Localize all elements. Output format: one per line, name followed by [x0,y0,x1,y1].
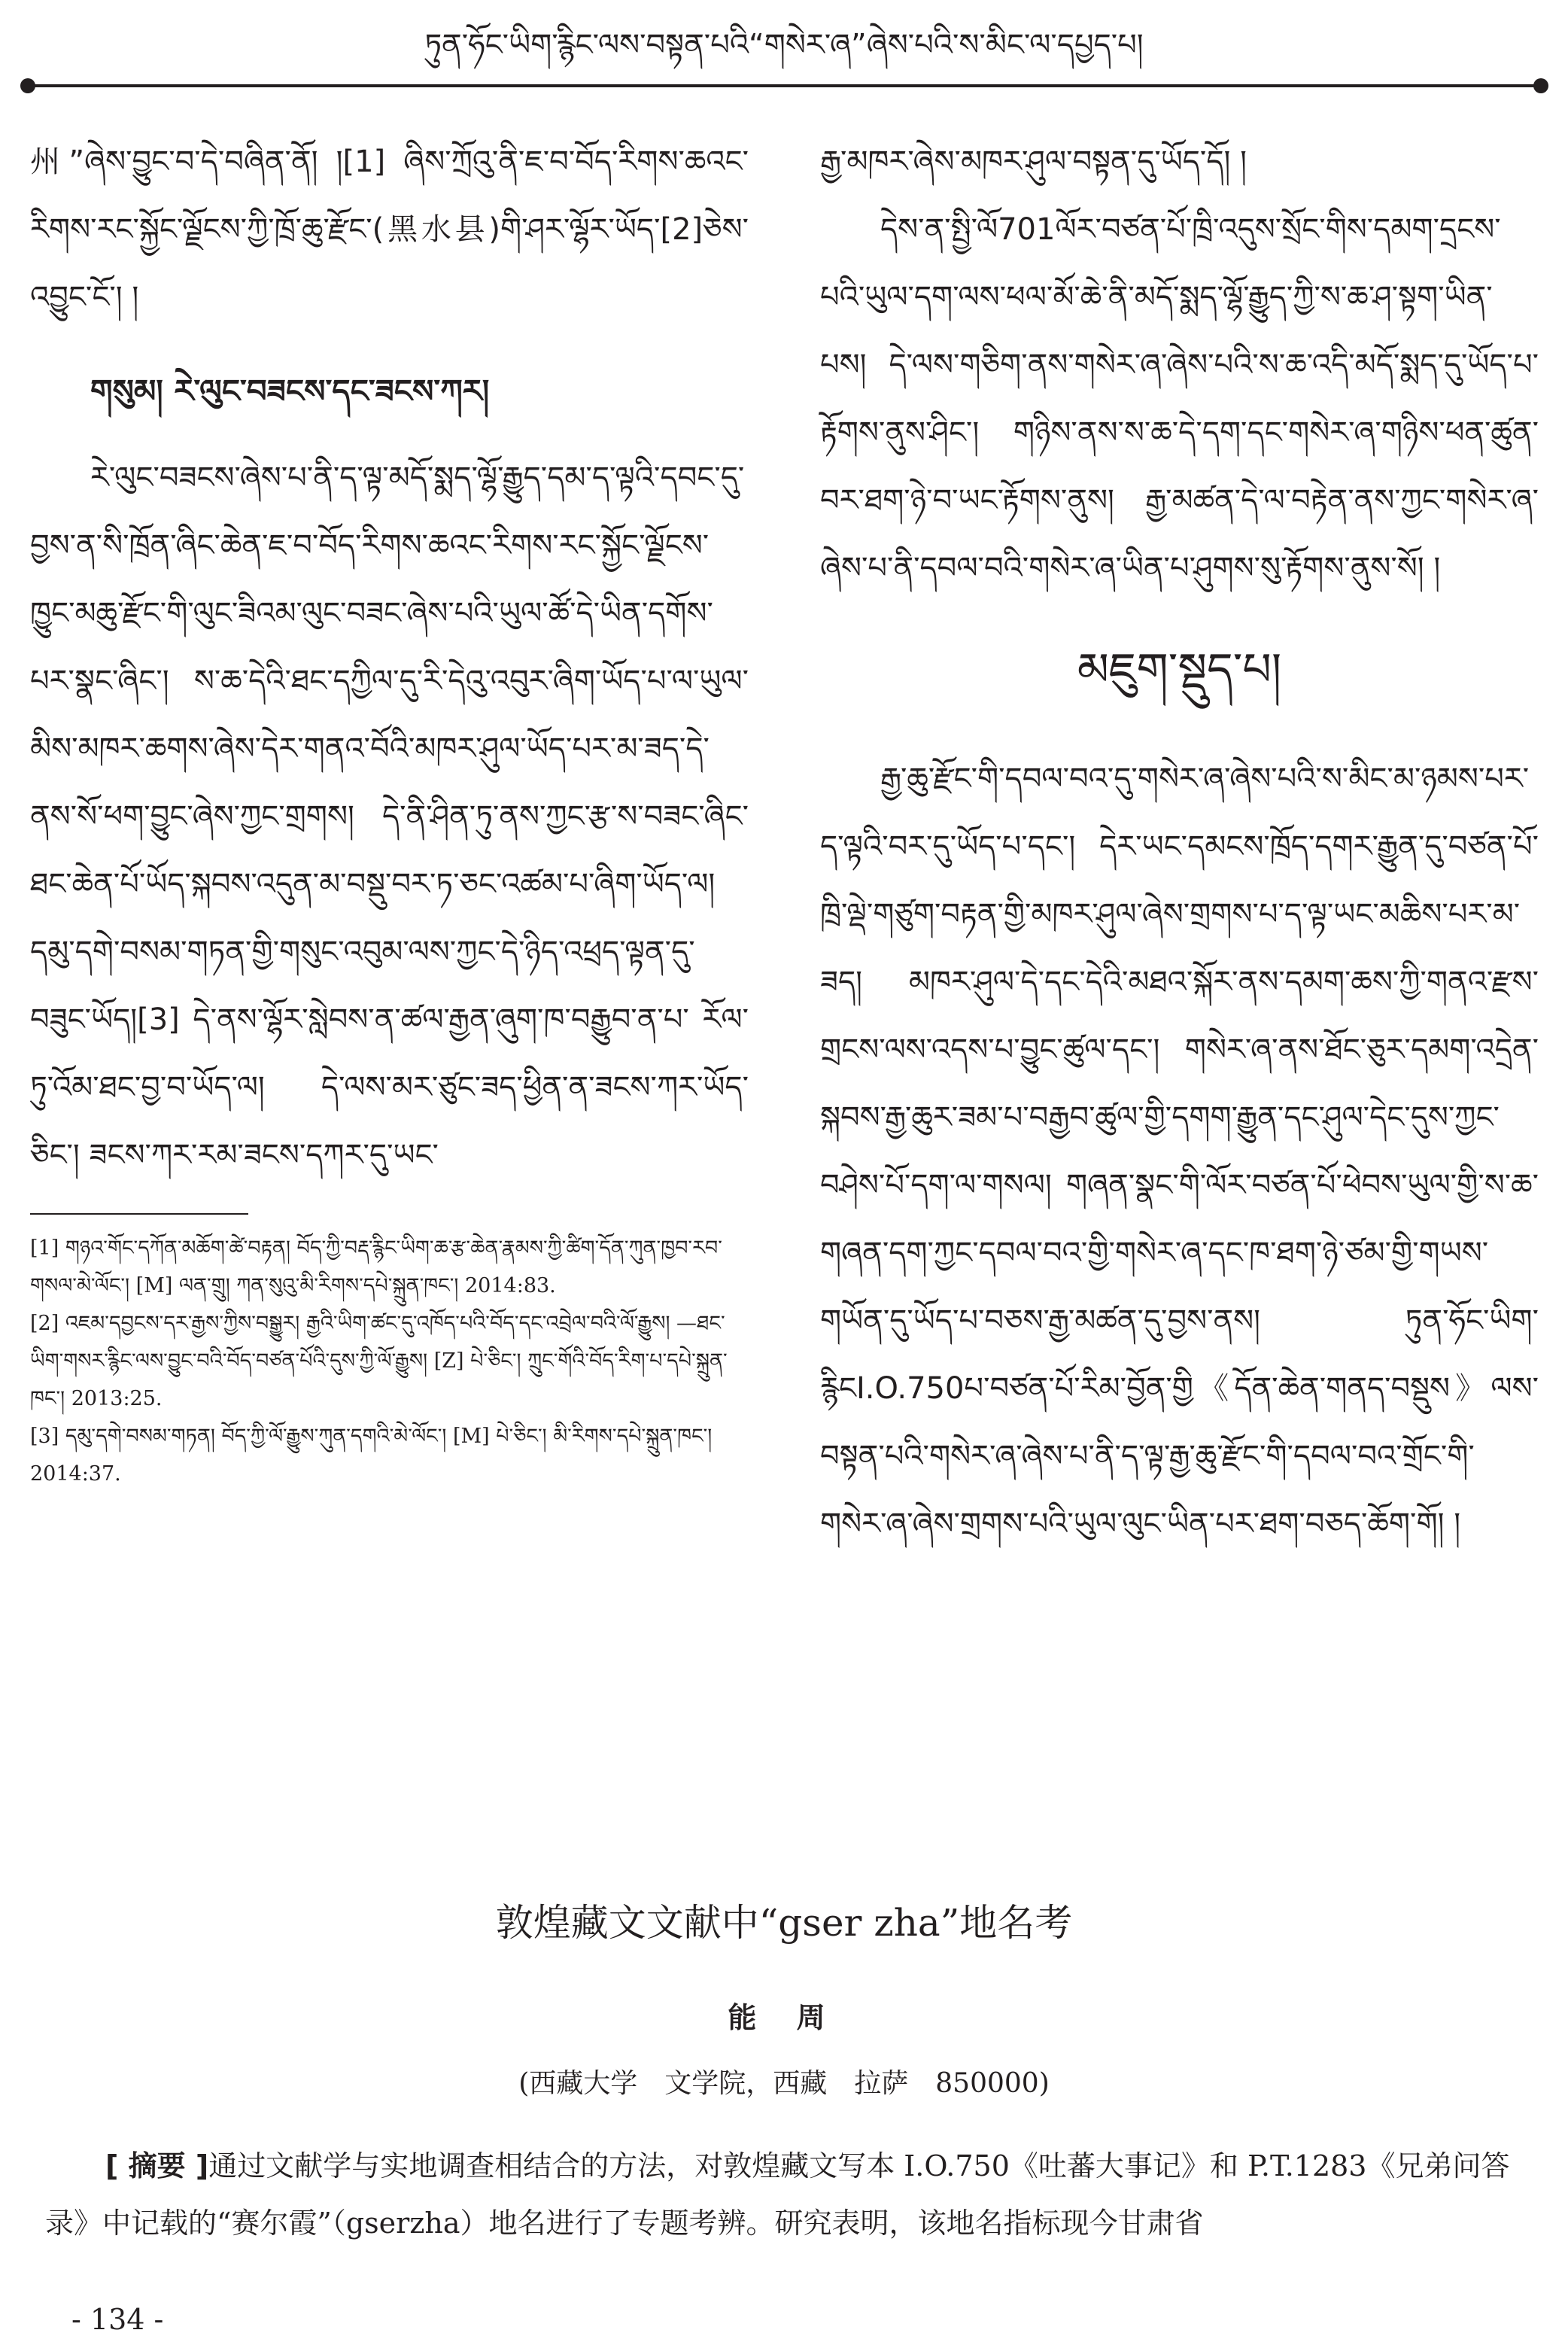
right-paragraph-1: རྒྱ་མཁར་ཞེས་མཁར་ཤུལ་བསྟན་དུ་ཡོད་དོ། ། [820,144,1247,179]
article-affiliation: (西藏大学 文学院，西藏 拉萨 850000) [518,2068,1050,2099]
conclusion-title: མཇུག་སྡུད་པ། [1077,643,1282,696]
abstract-text: 通过文献学与实地调查相结合的方法，对敦煌藏文写本 I.O.750《吐蕃大事记》和 P.T.1283《兄弟问答录》中记载的“赛尔霞”（gserzha）地名进行了专题考辨。研究表明，该地名指标现今甘肃省 [45,2149,1510,2240]
footnote-2: [2] འཇམ་དབྱངས་དར་རྒྱས་ཀྱིས་བསྒྱུར། རྒྱའི་ཡིག་ཚང་དུ་འཁོད་པའི་བོད་དང་འབྲེལ་བའི་ལོ་རྒྱུས། —ཐང་ཡིག་གསར་རྙིང་ལས་བྱུང་བའི་བོད་བཙན་པོའི་དུས་ཀྱི་ལོ་རྒྱུས། [Z] པེ་ཅིང་། ཀྲུང་གོའི་བོད་རིག་པ་དཔེ་སྐྲུན་ཁང་། 2013:25. [30,1312,728,1410]
footnote-rule [30,1213,248,1215]
abstract [45,2137,1527,2252]
left-paragraph-1: 州”ཞེས་བྱུང་བ་དེ་བཞིན་ནོ། །[1] ཞིས་ཀྲོའུ་ནི་ཇ་བ་བོད་རིགས་ཆའང་རིགས་རང་སྐྱོང་ལྗོངས་ཀྱི་ཁྲོ་ཆུ་རྫོང་(黑水县)གི་ཤར་ལྷོར་ཡོད་[2]ཅེས་འབྱུང་ངོ་། ། [30,144,749,315]
right-paragraph-2: དེས་ན་སྤྱི་ལོ701ལོར་བཙན་པོ་ཁྲི་འདུས་སྲོང་གིས་དམག་དྲངས་པའི་ཡུལ་དག་ལས་ཕལ་མོ་ཆེ་ནི་མདོ་སྨད་ལྷོ་རྒྱུད་ཀྱི་ས་ཆ་ཤ་སྟག་ཡིན་པས། དེ་ལས་གཅིག་ནས་གསེར་ཞ་ཞེས་པའི་ས་ཆ་འདི་མདོ་སྨད་དུ་ཡོད་པ་རྟོགས་ནུས་ཤིང་། གཉིས་ནས་ས་ཆ་དེ་དག་དང་གསེར་ཞ་གཉིས་ཕན་ཚུན་བར་ཐག་ཉེ་བ་ཡང་རྟོགས་ནུས། རྒྱ་མཚན་དེ་ལ་བརྟེན་ནས་ཀྱང་གསེར་ཞ་ཞེས་པ་ནི་དབལ་བའི་གསེར་ཞ་ཡིན་པ་ཤུགས་སུ་རྟོགས་ནུས་སོ། ། [820,212,1539,586]
footnote-3: [3] དམུ་དགེ་བསམ་གཏན། བོད་ཀྱི་ལོ་རྒྱུས་ཀུན་དགའི་མེ་ལོང་། [M] པེ་ཅིང་། མི་རིགས་དཔེ་སྐྲུན་ཁང་། 2014:37. [30,1425,713,1486]
page-number: - 134 - [71,2303,164,2336]
abstract-label: [ 摘要 ] [105,2149,209,2182]
section-heading: གསུམ། རེ་ལུང་བཟངས་དང་ཟངས་ཀར། [90,373,490,409]
footnote-1: [1] གཉའ་གོང་དཀོན་མཆོག་ཚེ་བརྟན། བོད་ཀྱི་བརྡ་རྙིང་ཡིག་ཆ་རྩ་ཆེན་རྣམས་ཀྱི་ཚིག་དོན་ཀུན་ཁྱབ་རབ་གསལ་མེ་ལོང་། [M] ལན་གྲུ། ཀན་སུའུ་མི་རིགས་དཔེ་སྐྲུན་ཁང་། 2014:83. [30,1236,722,1297]
right-column [820,128,1539,1558]
header-rule [26,84,1542,87]
left-column [30,128,749,1493]
article-title: 敦煌藏文文献中“gser zha”地名考 [495,1901,1073,1945]
article-author: 能 周 [728,2000,840,2034]
right-paragraph-3: རྒྱ་ཆུ་རྫོང་གི་དབལ་བའ་དུ་གསེར་ཞ་ཞེས་པའི་ས་མིང་མ་ཉམས་པར་ད་ལྟའི་བར་དུ་ཡོད་པ་དང་། དེར་ཡང་དམངས་ཁྲོད་དགར་རྒྱུན་དུ་བཙན་པོ་ཁྲི་ལྡེ་གཙུག་བརྟན་གྱི་མཁར་ཤུལ་ཞེས་གྲགས་པ་ད་ལྟ་ཡང་མཆིས་པར་མ་ཟད། མཁར་ཤུལ་དེ་དང་དེའི་མཐའ་སྐོར་ནས་དམག་ཆས་ཀྱི་གནའ་རྫས་གྲངས་ལས་འདས་པ་བྱུང་ཚུལ་དང་། གསེར་ཞ་ནས་ཐོང་ཅུར་དམག་འདྲེན་སྐབས་རྒྱ་ཆུར་ཟམ་པ་བརྒྱབ་ཚུལ་གྱི་དགག་རྒྱུན་དང་ཤུལ་དེང་དུས་ཀྱང་བཤེས་པོ་དག་ལ་གསལ། གཞན་སྣང་གི་ལོར་བཙན་པོ་ཕེབས་ཡུལ་གྱི་ས་ཆ་གཞན་དག་ཀྱང་དབལ་བའ་གྱི་གསེར་ཞ་དང་ཁ་ཐག་ཉེ་ཙམ་གྱི་གཡས་གཡོན་དུ་ཡོད་པ་བཅས་རྒྱ་མཚན་དུ་བྱས་ནས། ཏུན་ཧོང་ཡིག་རྙིངI.O.750པ་བཙན་པོ་རིམ་བྱོན་གྱི《དོན་ཆེན་གནད་བསྡུས》ལས་བསྟན་པའི་གསེར་ཞ་ཞེས་པ་ནི་ད་ལྟ་རྒྱ་ཆུ་རྫོང་གི་དབལ་བའ་གྲོང་གི་གསེར་ཞ་ཞེས་གྲགས་པའི་ཡུལ་ལུང་ཡིན་པར་ཐག་བཅད་ཆོག་གོ། ། [820,762,1539,1541]
left-paragraph-2: རེ་ལུང་བཟངས་ཞེས་པ་ནི་ད་ལྟ་མདོ་སྨད་ལྷོ་རྒྱུད་དམ་ད་ལྟའི་དབང་དུ་བྱས་ན་སི་ཁྲོན་ཞིང་ཆེན་ཇ་བ་བོད་རིགས་ཆའང་རིགས་རང་སྐྱོང་ལྗོངས་ཁྱུང་མཆུ་རྫོང་གི་ལུང་ཟིའམ་ལུང་བཟང་ཞེས་པའི་ཡུལ་ཚོ་དེ་ཡིན་དགོས་པར་སྣང་ཞིང་། ས་ཆ་དེའི་ཐང་དཀྱིལ་དུ་རི་དེའུ་འབུར་ཞིག་ཡོད་པ་ལ་ཡུལ་མིས་མཁར་ཆགས་ཞེས་དེར་གནའ་བོའི་མཁར་ཤུལ་ཡོད་པར་མ་ཟད་དེ་ནས་སོ་ཕག་བྱུང་ཞེས་ཀྱང་གྲགས། དེ་ནི་ཤིན་ཏུ་ནས་ཀྱང་རྩ་ས་བཟང་ཞིང་ཐང་ཆེན་པོ་ཡོད་སྐབས་འདུན་མ་བསྡུ་བར་ཏ་ཅང་འཚམ་པ་ཞིག་ཡོད་ལ། དམུ་དགེ་བསམ་གཏན་གྱི་གསུང་འབུམ་ལས་ཀྱང་དེ་ཉིད་འཕྲད་ལྟན་དུ་བཟུང་ཡོད།[3] དེ་ནས་ལྷོར་སླེབས་ན་ཚལ་རྒྱན་ཞུག་ཁ་བརྒྱུབ་ན་པ་ རོལ་ཏུ་འོམ་ཐང་བྱ་བ་ཡོད་ལ། དེ་ལས་མར་ཙུང་ཟད་ཕྱིན་ན་ཟངས་ཀར་ཡོད་ཅིང་། ཟངས་ཀར་རམ་ཟངས་དཀར་དུ་ཡང་ [30,461,749,1173]
running-header: ཏུན་ཧོང་ཡིག་རྙིང་ལས་བསྟན་པའི“གསེར་ཞ”ཞེས་པའི་ས་མིང་ལ་དཔྱད་པ། [424,28,1144,62]
